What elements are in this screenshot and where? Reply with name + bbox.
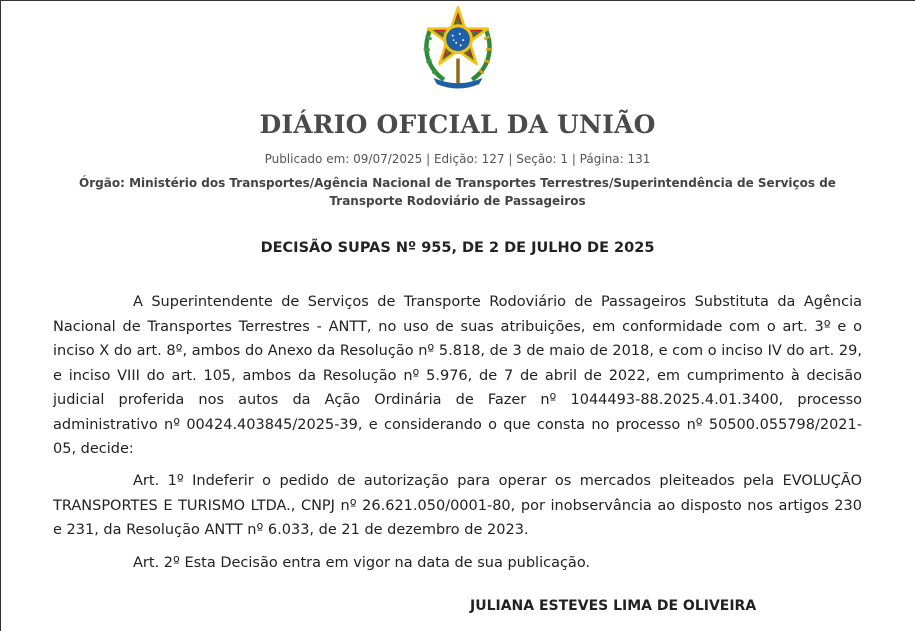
article-2-paragraph: Art. 2º Esta Decisão entra em vigor na data de sua publicação. [133,555,591,571]
newspaper-title: DIÁRIO OFICIAL DA UNIÃO [259,110,656,139]
brazil-coat-of-arms-icon [414,4,502,92]
left-border [0,0,1,631]
decision-title: DECISÃO SUPAS Nº 955, DE 2 DE JULHO DE 2025 [260,240,655,256]
article-1-paragraph: Art. 1º Indeferir o pedido de autorização para operar os mercados pleiteados pela EVOLUÇÃO TRANSPORTES E TURISMO LTDA., CNPJ nº 26.621.050/0001-80, por inobservância ao disposto nos artigos 230 e 231, da Resolução ANTT nº 6.033, de 21 de dezembro de 2023. [53,473,862,538]
signature-name: JULIANA ESTEVES LIMA DE OLIVEIRA [470,598,757,614]
orgao-line: Órgão: Ministério dos Transportes/Agência Nacional de Transportes Terrestres/Superintendência de Serviços de Transporte Rodoviário de Passageiros [79,176,836,208]
top-border [0,0,915,1]
publication-info: Publicado em: 09/07/2025 | Edição: 127 | Seção: 1 | Página: 131 [264,152,651,166]
preamble-paragraph: A Superintendente de Serviços de Transporte Rodoviário de Passageiros Substituta da Agência Nacional de Transportes Terrestres - ANTT, no uso de suas atribuições, em conformidade com o art. 3º e o inciso X do art. 8º, ambos do Anexo da Resolução nº 5.818, de 3 de maio de 2018, e com o inciso IV do art. 29, e inciso VIII do art. 105, ambos da Resolução nº 5.976, de 7 de abril de 2022, em cumprimento à decisão judicial proferida nos autos da Ação Ordinária de Fazer nº 1044493-88.2025.4.01.3400, processo administrativo nº 00424.403845/2025-39, e considerando o que consta no processo nº 50500.055798/2021-05, decide: [53,294,862,457]
